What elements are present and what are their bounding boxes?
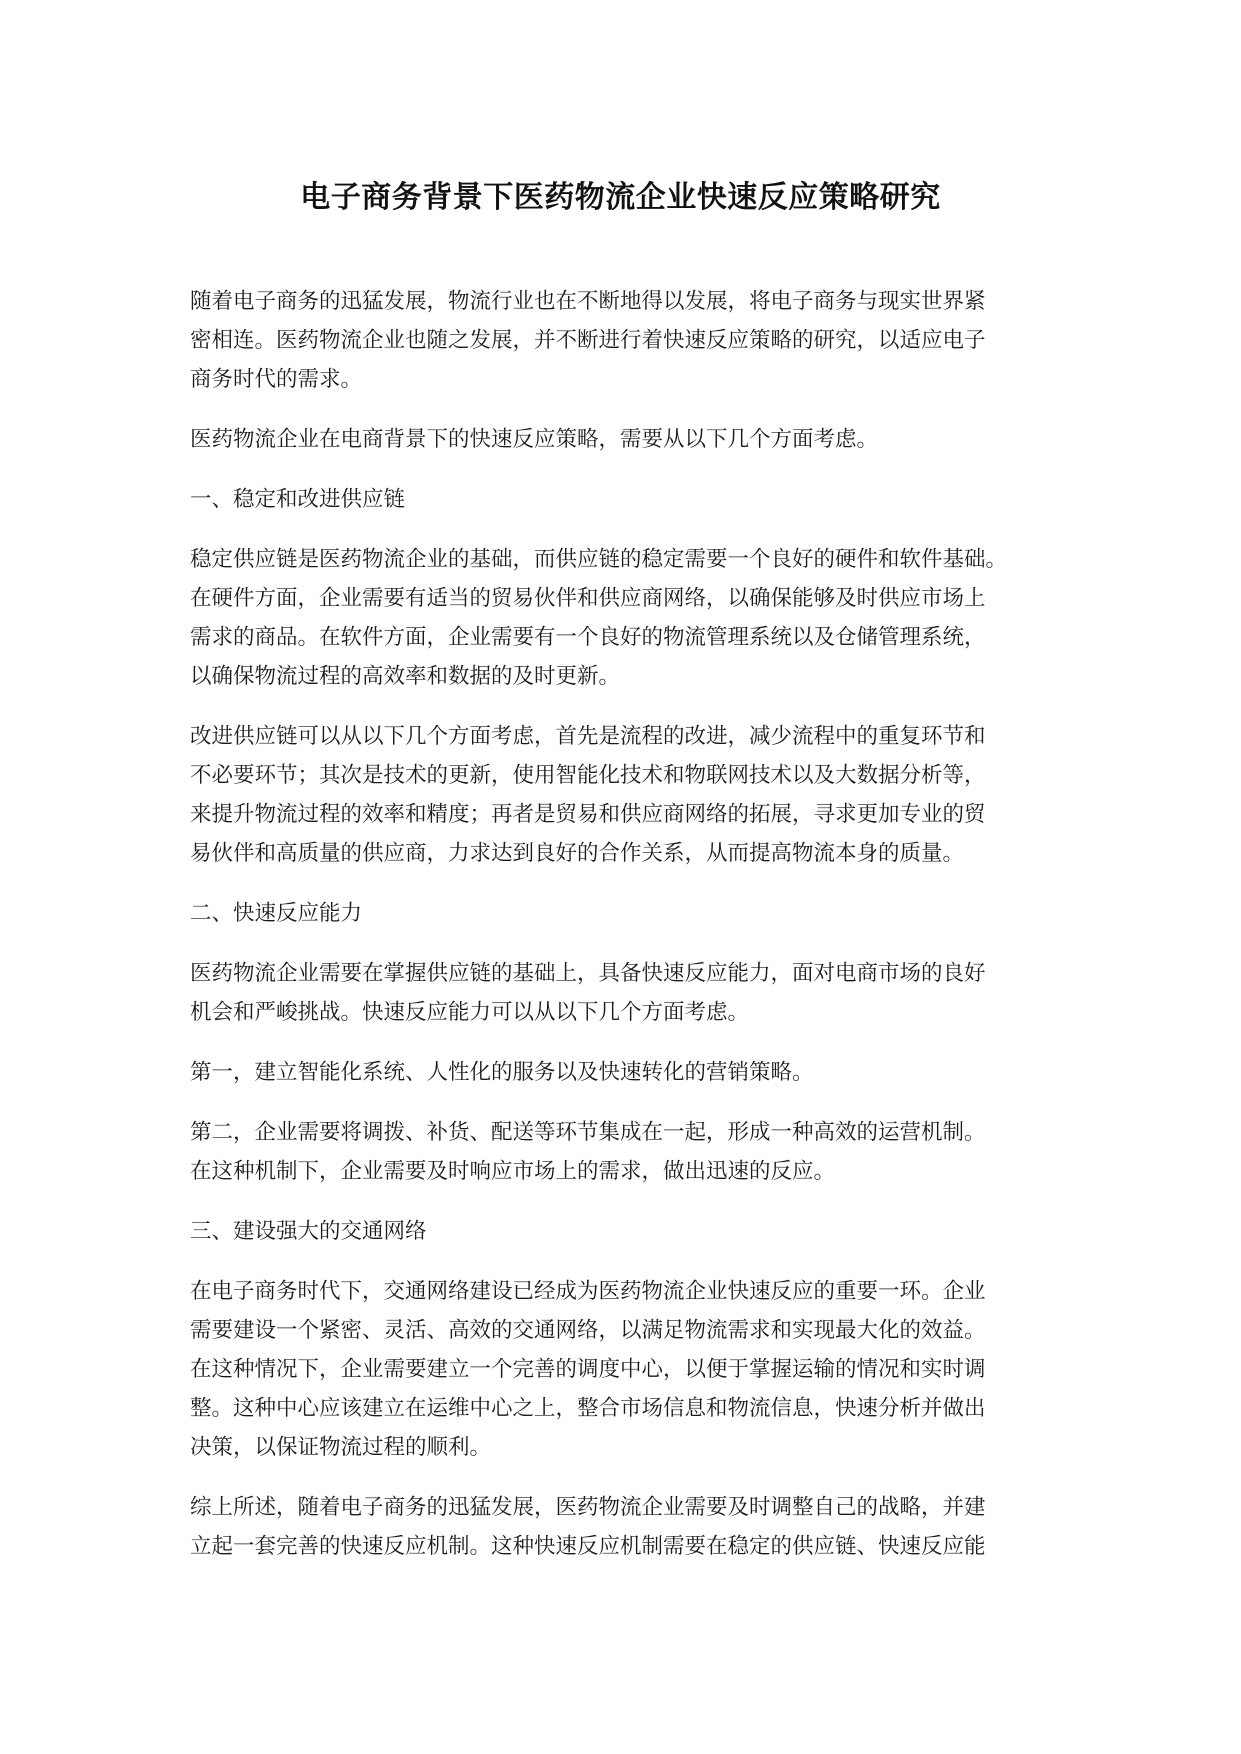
section-heading-text: 一、稳定和改进供应链 [190,487,406,512]
paragraph [190,954,1070,1032]
document-body [190,282,1070,1587]
paragraph-line: 密相连。医药物流企业也随之发展，并不断进行着快速反应策略的研究，以适应电子 [190,328,986,353]
paragraph-line: 第一，建立智能化系统、人性化的服务以及快速转化的营销策略。 [190,1060,814,1085]
section-heading-text: 二、快速反应能力 [190,901,363,926]
paragraph-line: 在这种情况下，企业需要建立一个完善的调度中心，以便于掌握运输的情况和实时调 [190,1357,986,1382]
paragraph [190,1272,1070,1467]
paragraph [190,420,1070,459]
paragraph-line: 医药物流企业需要在掌握供应链的基础上，具备快速反应能力，面对电商市场的良好 [190,961,986,986]
paragraph-line: 易伙伴和高质量的供应商，力求达到良好的合作关系，从而提高物流本身的质量。 [190,841,965,866]
paragraph-line: 随着电子商务的迅猛发展，物流行业也在不断地得以发展，将电子商务与现实世界紧 [190,289,986,314]
paragraph-line: 医药物流企业在电商背景下的快速反应策略，需要从以下几个方面考虑。 [190,427,879,452]
paragraph-line: 机会和严峻挑战。快速反应能力可以从以下几个方面考虑。 [190,1000,750,1025]
paragraph-line: 不必要环节；其次是技术的更新，使用智能化技术和物联网技术以及大数据分析等， [190,763,986,788]
paragraph-line: 来提升物流过程的效率和精度；再者是贸易和供应商网络的拓展，寻求更加专业的贸 [190,802,986,827]
section-heading [190,894,1070,933]
paragraph-line: 在硬件方面，企业需要有适当的贸易伙伴和供应商网络，以确保能够及时供应市场上 [190,586,986,611]
paragraph-line: 改进供应链可以从以下几个方面考虑，首先是流程的改进，减少流程中的重复环节和 [190,724,986,749]
paragraph-line: 综上所述，随着电子商务的迅猛发展，医药物流企业需要及时调整自己的战略，并建 [190,1495,986,1520]
section-heading [190,1212,1070,1251]
paragraph-line: 稳定供应链是医药物流企业的基础，而供应链的稳定需要一个良好的硬件和软件基础。 [190,547,1008,572]
paragraph [190,282,1070,399]
paragraph [190,1053,1070,1092]
paragraph-line: 商务时代的需求。 [190,367,363,392]
paragraph-line: 在这种机制下，企业需要及时响应市场上的需求，做出迅速的反应。 [190,1159,836,1184]
paragraph [190,540,1070,696]
paragraph-line: 需求的商品。在软件方面，企业需要有一个良好的物流管理系统以及仓储管理系统， [190,625,986,650]
paragraph-line: 第二，企业需要将调拨、补货、配送等环节集成在一起，形成一种高效的运营机制。 [190,1120,986,1145]
paragraph [190,1488,1070,1566]
paragraph-line: 决策，以保证物流过程的顺利。 [190,1435,492,1460]
section-heading-text: 三、建设强大的交通网络 [190,1219,427,1244]
document-title: 电子商务背景下医药物流企业快速反应策略研究 [300,180,941,215]
paragraph-line: 在电子商务时代下，交通网络建设已经成为医药物流企业快速反应的重要一环。企业 [190,1279,986,1304]
paragraph [190,1113,1070,1191]
paragraph-line: 以确保物流过程的高效率和数据的及时更新。 [190,664,621,689]
paragraph-line: 需要建设一个紧密、灵活、高效的交通网络，以满足物流需求和实现最大化的效益。 [190,1318,986,1343]
paragraph-line: 立起一套完善的快速反应机制。这种快速反应机制需要在稳定的供应链、快速反应能 [190,1534,986,1559]
section-heading [190,480,1070,519]
paragraph [190,717,1070,873]
paragraph-line: 整。这种中心应该建立在运维中心之上，整合市场信息和物流信息，快速分析并做出 [190,1396,986,1421]
